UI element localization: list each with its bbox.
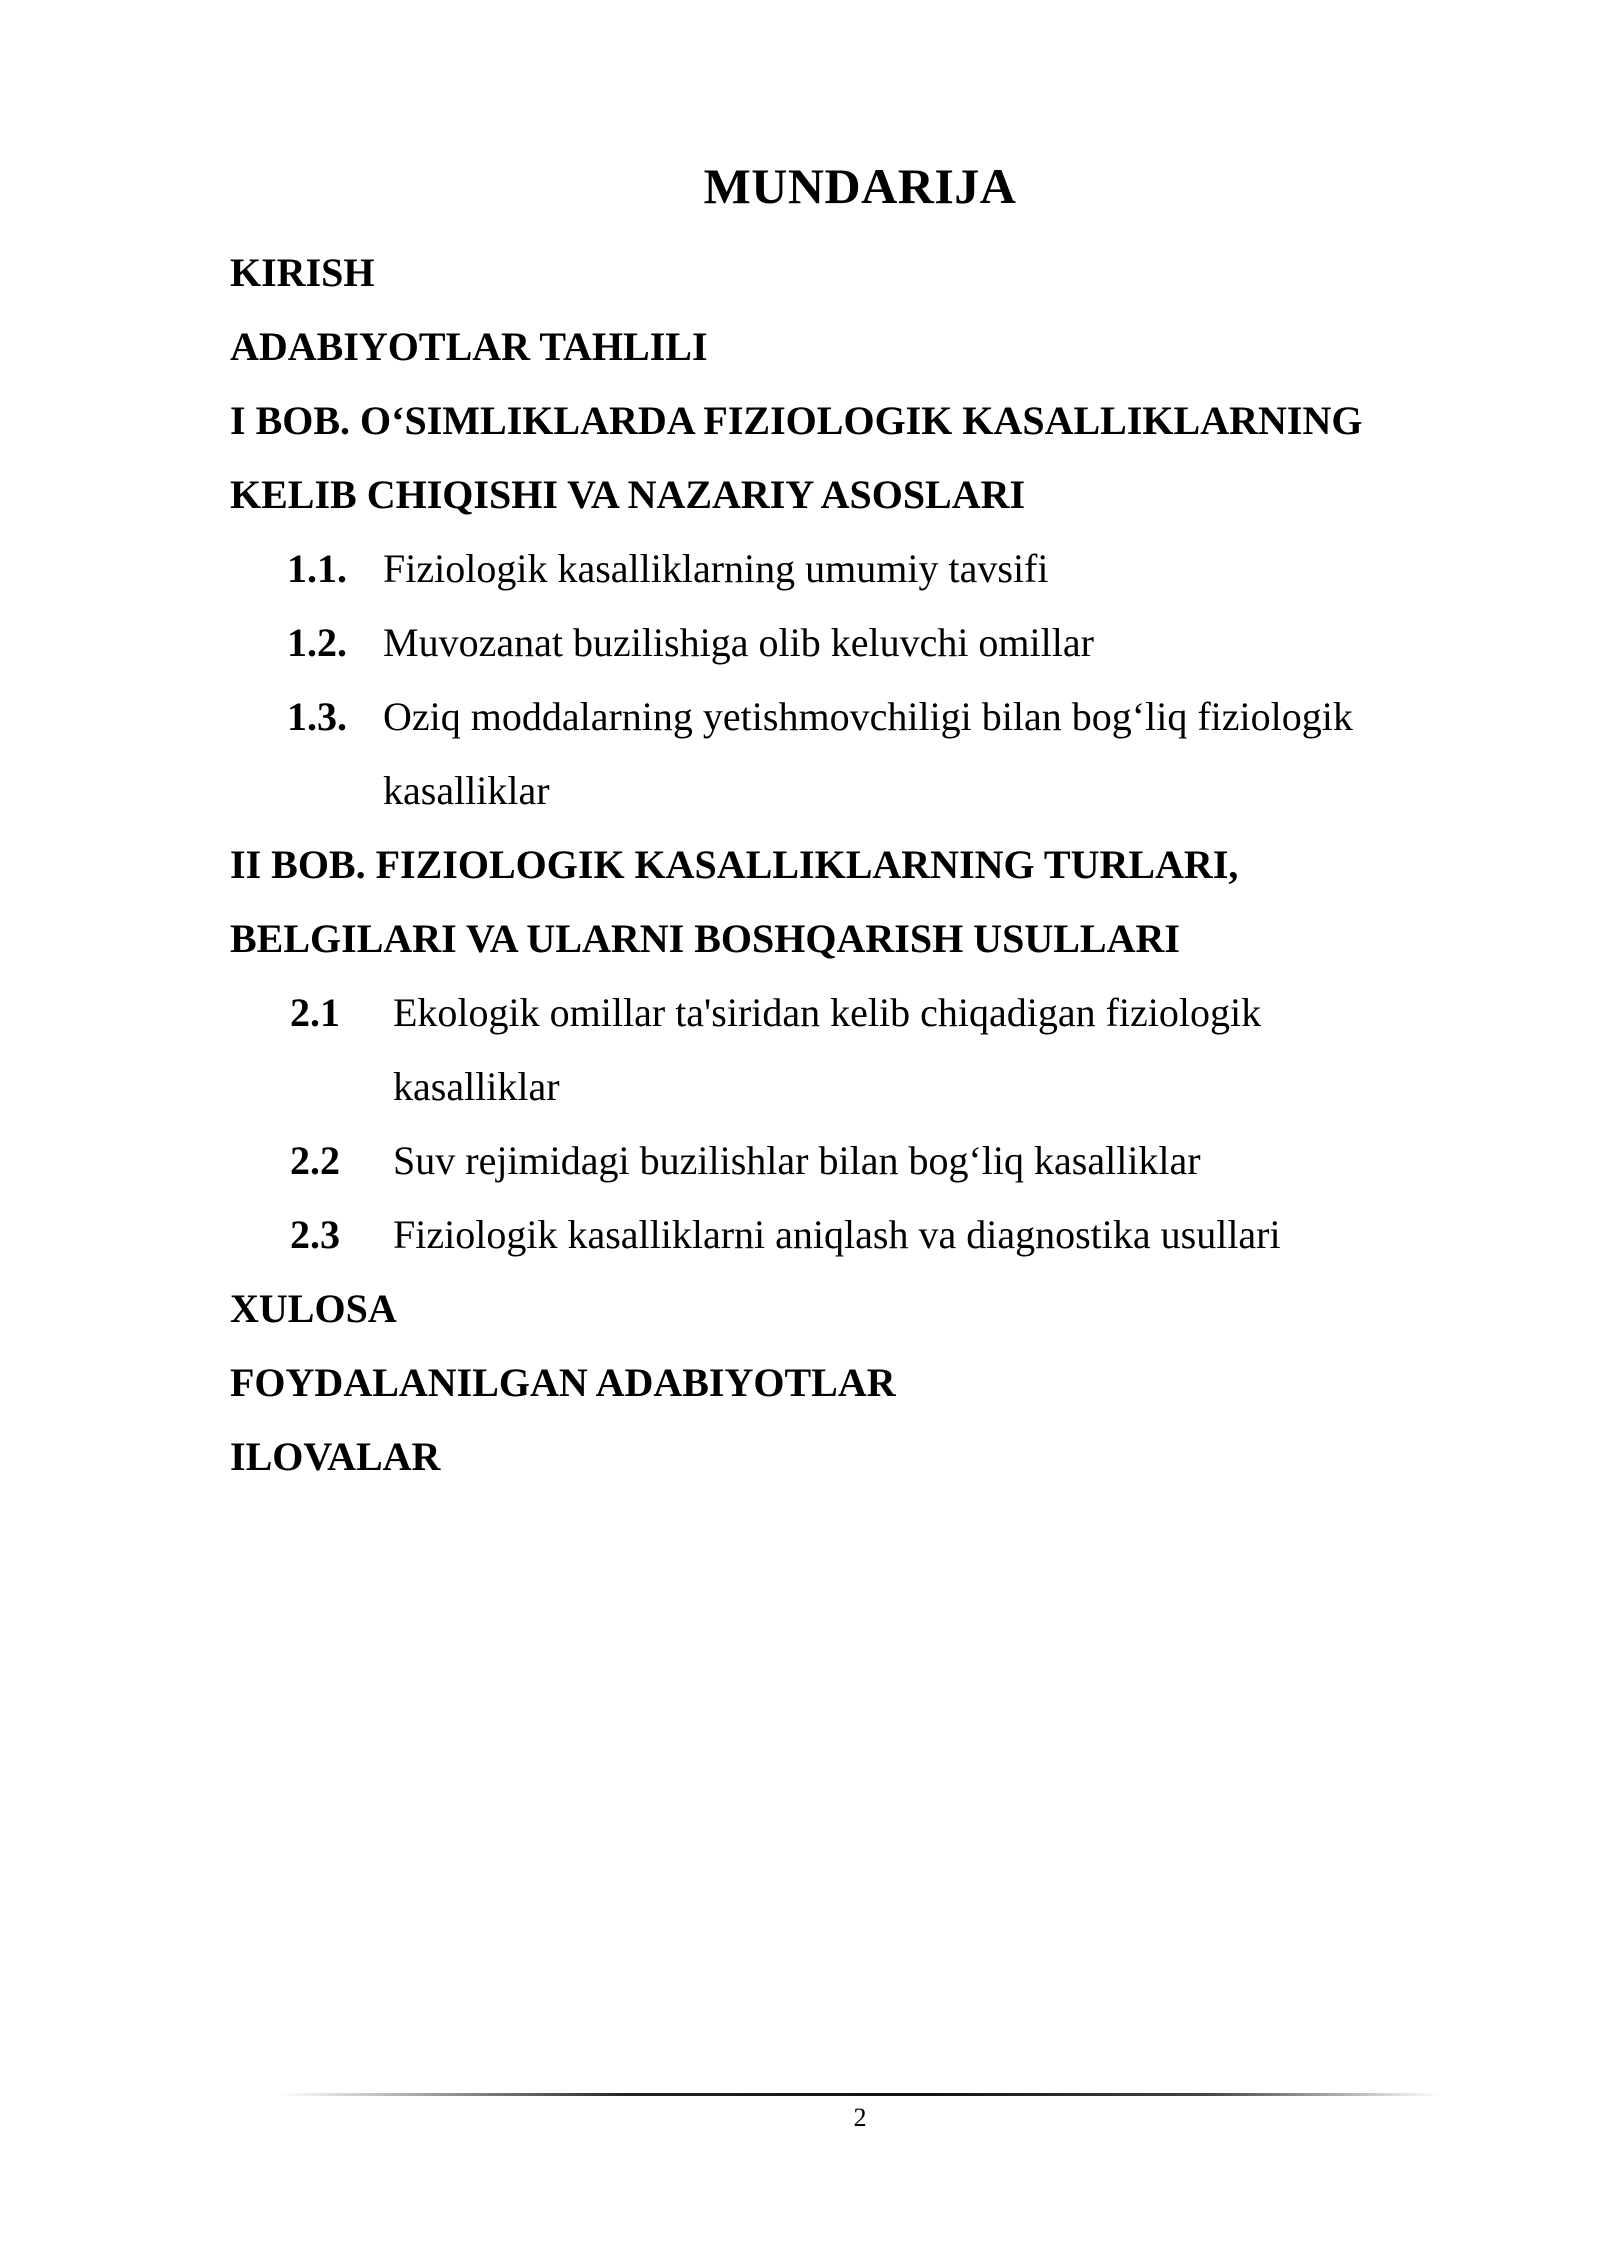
toc-section-2-3-text: Fiziologik kasalliklarni aniqlash va diagnostika usullari — [393, 1212, 1281, 1257]
toc-section-1-3-number: 1.3. — [287, 694, 347, 739]
page-title: MUNDARIJA — [703, 158, 1017, 214]
toc-section-1-1-text: Fiziologik kasalliklarning umumiy tavsifi — [383, 546, 1049, 591]
toc-section-1-2-number: 1.2. — [287, 620, 347, 665]
toc-section-2-2-number: 2.2 — [290, 1138, 340, 1183]
toc-section-2-2-text: Suv rejimidagi buzilishlar bilan bog‘liq kasalliklar — [393, 1138, 1201, 1183]
toc-entry-appendix: ILOVALAR — [230, 1434, 441, 1479]
toc-section-1-1-number: 1.1. — [287, 546, 347, 591]
toc-section-2-1-number: 2.1 — [290, 990, 340, 1035]
toc-chapter-2-line-2: BELGILARI VA ULARNI BOSHQARISH USULLARI — [230, 916, 1180, 961]
page-number: 2 — [853, 2103, 867, 2132]
toc-chapter-1-line-2: KELIB CHIQISHI VA NAZARIY ASOSLARI — [230, 472, 1026, 517]
toc-section-2-3-number: 2.3 — [290, 1212, 340, 1257]
toc-entry-references: FOYDALANILGAN ADABIYOTLAR — [230, 1360, 896, 1405]
toc-section-1-3-text-line-2: kasalliklar — [383, 768, 550, 813]
toc-entry-literature: ADABIYOTLAR TAHLILI — [230, 324, 708, 369]
toc-chapter-2-line-1: II BOB. FIZIOLOGIK KASALLIKLARNING TURLARI, — [230, 842, 1239, 887]
toc-entry-intro: KIRISH — [230, 250, 375, 295]
footer-divider — [280, 2093, 1440, 2096]
toc-entry-conclusion: XULOSA — [230, 1286, 397, 1331]
toc-section-2-1-text-line-1: Ekologik omillar ta'siridan kelib chiqadigan fiziologik — [393, 990, 1262, 1035]
toc-section-2-1-text-line-2: kasalliklar — [393, 1064, 560, 1109]
toc-chapter-1-line-1: I BOB. O‘SIMLIKLARDA FIZIOLOGIK KASALLIKLARNING — [230, 398, 1363, 443]
toc-section-1-2-text: Muvozanat buzilishiga olib keluvchi omillar — [383, 620, 1094, 665]
toc-section-1-3-text-line-1: Oziq moddalarning yetishmovchiligi bilan bog‘liq fiziologik — [383, 694, 1353, 739]
